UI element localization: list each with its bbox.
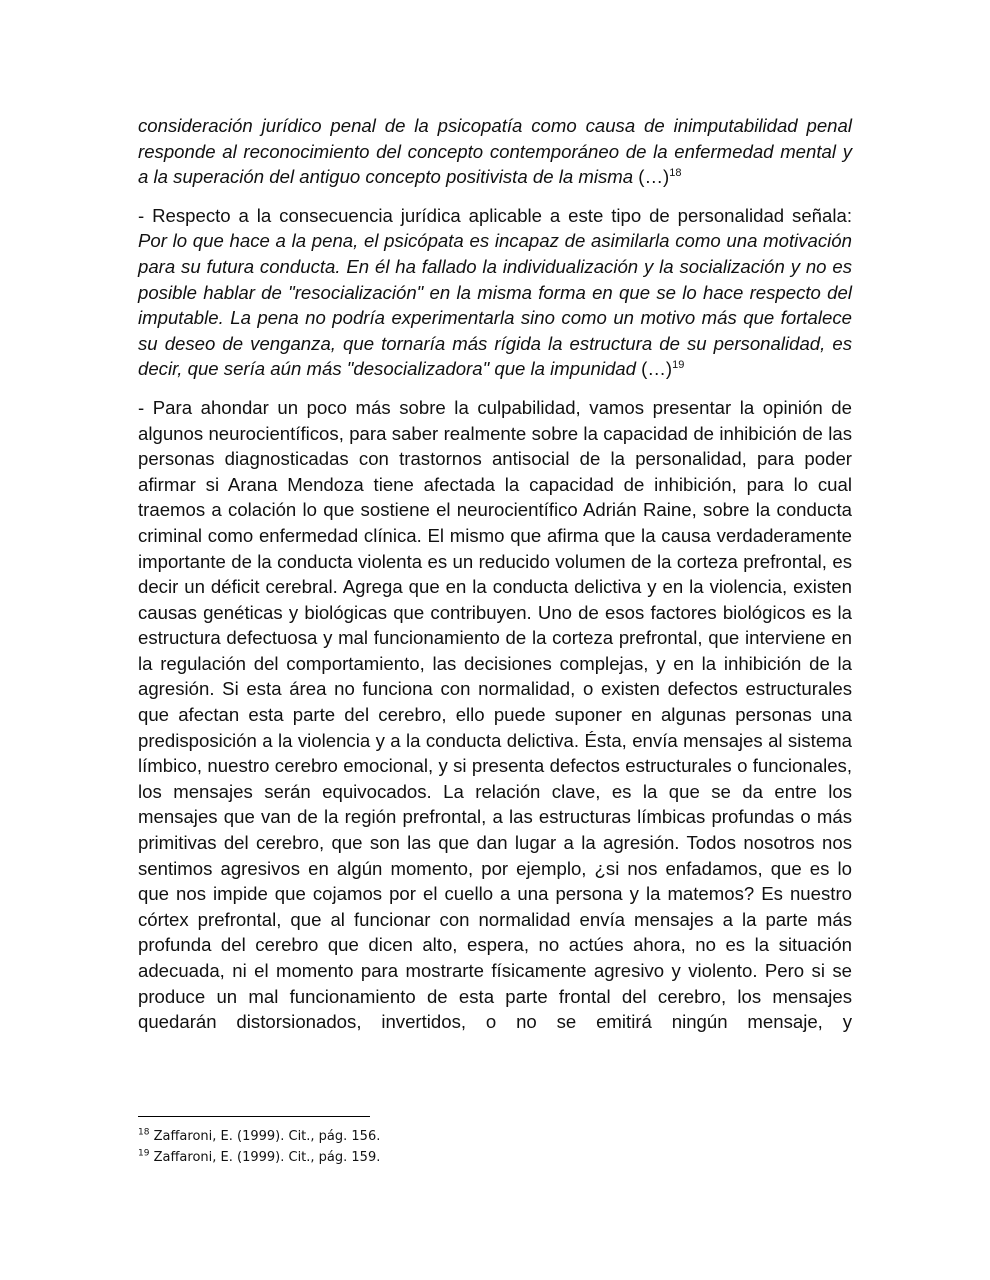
ellipsis: (…)	[633, 166, 670, 188]
footnote-text: Zaffaroni, E. (1999). Cit., pág. 156.	[153, 1129, 381, 1144]
paragraph-quote-continuation	[138, 113, 852, 190]
footnote-separator	[138, 1116, 370, 1117]
footnote-text: Zaffaroni, E. (1999). Cit., pág. 159.	[153, 1150, 381, 1165]
footnote-ref[interactable]: 18	[669, 167, 682, 179]
footnote-number: 18	[138, 1127, 150, 1138]
footnote	[138, 1147, 838, 1168]
paragraph-lead: - Respecto a la consecuencia jurídica aplicable a este tipo de personalidad señala:	[138, 204, 852, 226]
paragraph-neuroscience: - Para ahondar un poco más sobre la culpabilidad, vamos presentar la opinión de algunos neurocientíficos, para saber realmente sobre la capacidad de inhibición de las personas diagnosticadas con trastornos antisocial de la personalidad, para poder afirmar si Arana Mendoza tiene afectada la capacidad de inhibición, para lo cual traemos a colación lo que sostiene el neurocientífico Adrián Raine, sobre la conducta criminal como enfermedad clínica. El mismo que afirma que la causa verdaderamente importante de la conducta violenta es un reducido volumen de la corteza prefrontal, es decir un déficit cerebral. Agrega que en la conducta delictiva y en la violencia, existen causas genéticas y biológicas que contribuyen. Uno de esos factores biológicos es la estructura defectuosa y mal funcionamiento de la corteza prefrontal, que interviene en la regulación del comportamiento, las decisiones complejas, y en la inhibición de la agresión. Si esta área no funciona con normalidad, o existen defectos estructurales que afectan esta parte del cerebro, ello puede suponer en algunas personas una predisposición a la violencia y a la conducta delictiva. Ésta, envía mensajes al sistema límbico, nuestro cerebro emocional, y si presenta defectos estructurales o funcionales, los mensajes serán equivocados. La relación clave, es la que se da entre los mensajes que van de la región prefrontal, a las estructuras límbicas profundas o más primitivas del cerebro, que son las que dan lugar a la agresión. Todos nosotros nos sentimos agresivos en algún momento, por ejemplo, ¿si nos enfadamos, que es lo que nos impide que cojamos por el cuello a una persona y la matemos? Es nuestro córtex prefrontal, que al funcionar con normalidad envía mensajes a la parte más profunda del cerebro que dicen alto, espera, no actúes ahora, no es la situación adecuada, ni el momento para mostrarte físicamente agresivo y violento. Pero si se produce un mal funcionamiento de esta parte frontal del cerebro, los mensajes quedarán distorsionados, invertidos, o no se emitirá ningún mensaje, y	[138, 396, 852, 1033]
italic-quote: Por lo que hace a la pena, el psicópata es incapaz de asimilarla como una motivación para su futura conducta. En él ha fallado la individualización y la socialización y no es posible hablar de "resocialización" en la misma forma en que se lo hace respecto del imputable. La pena no podría experimentarla sino como un motivo más que fortalece su deseo de venganza, que tornaría más rígida la estructura de su personalidad, es decir, que sería aún más "desocializadora" que la impunidad	[138, 230, 852, 380]
paragraph-legal-consequence	[138, 203, 852, 382]
footnote	[138, 1126, 838, 1147]
ellipsis: (…)	[635, 358, 673, 380]
footnote-number: 19	[138, 1148, 150, 1159]
footnote-ref[interactable]: 19	[672, 359, 685, 372]
footnotes	[138, 1126, 838, 1168]
italic-quote: consideración jurídico penal de la psicopatía como causa de inimputabilidad penal responde al reconocimiento del concepto contemporáneo de la enfermedad mental y a la superación del antiguo concepto positivista de la misma	[138, 115, 852, 188]
body-text	[138, 113, 852, 1048]
